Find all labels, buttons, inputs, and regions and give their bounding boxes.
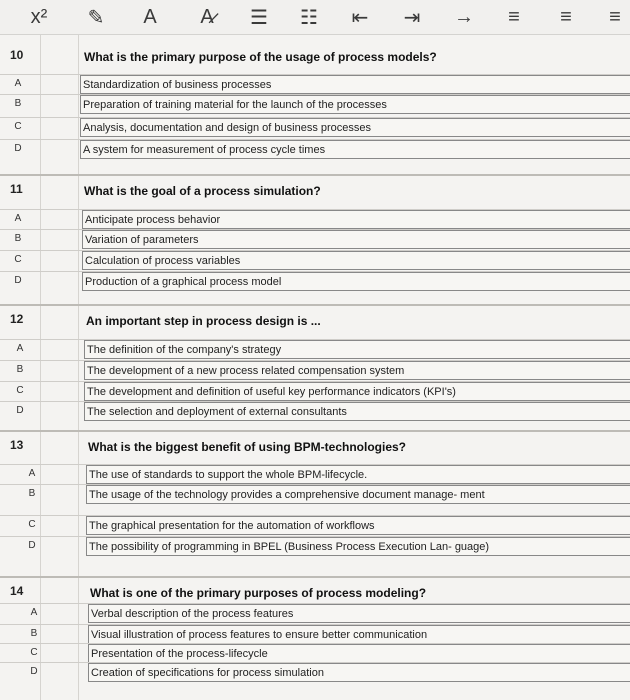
- superscript-icon[interactable]: x²: [30, 5, 48, 28]
- align-right-icon[interactable]: ≡: [609, 5, 621, 28]
- option-letter: A: [30, 607, 38, 618]
- numbered-list-icon[interactable]: ☷: [300, 6, 318, 29]
- highlighter-icon[interactable]: ✎: [87, 6, 105, 29]
- answer-option[interactable]: Creation of specifications for process simulation: [88, 663, 630, 682]
- option-letter: A: [14, 78, 22, 89]
- answer-option[interactable]: Preparation of training material for the launch of the processes: [80, 95, 630, 114]
- option-letter: D: [16, 405, 24, 416]
- answer-option[interactable]: Standardization of business processes: [80, 75, 630, 94]
- answer-option[interactable]: The definition of the company's strategy: [84, 340, 630, 359]
- align-center-icon[interactable]: ≡: [560, 5, 572, 28]
- answer-option[interactable]: Anticipate process behavior: [82, 210, 630, 229]
- option-letter: B: [28, 488, 36, 499]
- option-letter: B: [14, 233, 22, 244]
- formatting-toolbar: [0, 0, 630, 35]
- increase-indent-icon[interactable]: ⇥: [403, 6, 421, 29]
- answer-option[interactable]: The development and definition of useful key performance indicators (KPI's): [84, 382, 630, 401]
- answer-option[interactable]: Calculation of process variables: [82, 251, 630, 270]
- answer-option[interactable]: The development of a new process related compensation system: [84, 361, 630, 380]
- align-left-icon[interactable]: ≡: [508, 5, 520, 28]
- question-number: 10: [10, 48, 24, 62]
- answer-option[interactable]: Production of a graphical process model: [82, 272, 630, 291]
- clear-format-icon[interactable]: A̷: [200, 5, 214, 28]
- option-letter: A: [14, 213, 22, 224]
- answer-option[interactable]: Variation of parameters: [82, 230, 630, 249]
- option-letter: B: [30, 628, 38, 639]
- option-letter: B: [14, 98, 22, 109]
- question-divider: [0, 430, 630, 432]
- answer-option[interactable]: The usage of the technology provides a comprehensive document manage- ment: [86, 485, 630, 504]
- option-letter: C: [30, 647, 38, 658]
- indent-arrow-icon[interactable]: →: [454, 5, 474, 28]
- decrease-indent-icon[interactable]: ⇤: [351, 6, 369, 29]
- option-letter: D: [30, 666, 38, 677]
- option-letter: C: [28, 519, 36, 530]
- bullet-list-icon[interactable]: ☰: [250, 6, 268, 29]
- option-letter: D: [14, 275, 22, 286]
- answer-option[interactable]: Verbal description of the process features: [88, 604, 630, 623]
- answer-option[interactable]: The possibility of programming in BPEL (Business Process Execution Lan- guage): [86, 537, 630, 556]
- question-text: What is one of the primary purposes of process modeling?: [90, 586, 427, 600]
- column-separator: [78, 35, 79, 700]
- document-sheet: [0, 35, 630, 700]
- font-color-icon[interactable]: A: [143, 5, 157, 28]
- option-letter: C: [14, 254, 22, 265]
- answer-option[interactable]: Presentation of the process-lifecycle: [88, 644, 630, 663]
- column-separator: [40, 35, 41, 700]
- question-text: What is the goal of a process simulation?: [84, 184, 321, 198]
- option-letter: D: [28, 540, 36, 551]
- option-letter: D: [14, 143, 22, 154]
- option-letter: C: [14, 121, 22, 132]
- question-text: What is the primary purpose of the usage of process models?: [84, 50, 437, 64]
- question-number: 12: [10, 312, 24, 326]
- question-number: 11: [10, 182, 23, 196]
- answer-option[interactable]: The selection and deployment of external consultants: [84, 402, 630, 421]
- question-text: What is the biggest benefit of using BPM-technologies?: [88, 440, 406, 454]
- option-letter: B: [16, 364, 24, 375]
- answer-option[interactable]: Visual illustration of process features to ensure better communication: [88, 625, 630, 644]
- answer-option[interactable]: A system for measurement of process cycle times: [80, 140, 630, 159]
- option-letter: A: [16, 343, 24, 354]
- question-number: 13: [10, 438, 24, 452]
- option-letter: C: [16, 385, 24, 396]
- answer-option[interactable]: Analysis, documentation and design of business processes: [80, 118, 630, 137]
- question-text: An important step in process design is ...: [86, 314, 321, 328]
- option-letter: A: [28, 468, 36, 479]
- question-divider: [0, 576, 630, 578]
- answer-option[interactable]: The use of standards to support the whole BPM-lifecycle.: [86, 465, 630, 484]
- question-number: 14: [10, 584, 24, 598]
- question-divider: [0, 304, 630, 306]
- answer-option[interactable]: The graphical presentation for the automation of workflows: [86, 516, 630, 535]
- question-divider: [0, 174, 630, 176]
